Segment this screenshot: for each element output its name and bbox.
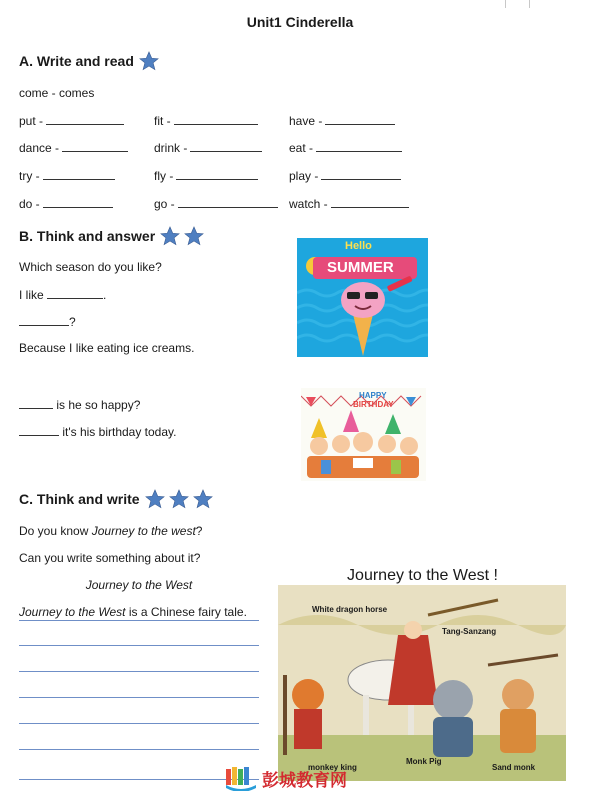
- answer-blank[interactable]: [19, 314, 69, 326]
- star-icon: [159, 225, 181, 247]
- summer-hello: Hello: [345, 240, 372, 252]
- verb-exercise: [154, 196, 278, 211]
- summer-picture: [297, 238, 428, 357]
- essay-first-italic: Journey to the West: [19, 605, 126, 619]
- page-corner-mark: [529, 0, 530, 8]
- birthday-word2: BIRTHDAY: [353, 400, 394, 409]
- verb-exercise: [289, 140, 402, 155]
- answer-birthday: [19, 424, 176, 439]
- logo-text: 彭城教育网: [262, 770, 347, 791]
- essay-first-rest: is a Chinese fairy tale.: [128, 605, 247, 619]
- question-why: [19, 314, 76, 329]
- essay-title: Journey to the West: [85, 578, 193, 592]
- question-write: Can you write something about it?: [19, 551, 201, 565]
- verb-exercise: [19, 113, 124, 128]
- verb-exercise: [289, 168, 401, 183]
- label-pig: Monk Pig: [406, 757, 442, 766]
- verb-label: try -: [19, 169, 40, 183]
- question-know-suffix: ?: [195, 524, 203, 538]
- answer-blank[interactable]: [62, 140, 128, 152]
- summer-word: SUMMER: [327, 259, 394, 276]
- star-icon: [192, 488, 214, 510]
- section-c-heading: [19, 488, 214, 510]
- verb-exercise: [19, 140, 128, 155]
- writing-line[interactable]: [19, 697, 259, 698]
- answer-because: Because I like eating ice creams.: [19, 341, 195, 355]
- writing-line: [19, 620, 259, 621]
- example-pair: come - comes: [19, 86, 95, 100]
- question-happy: [19, 397, 140, 412]
- section-c-label: C. Think and write: [19, 491, 140, 507]
- answer-blank[interactable]: [321, 168, 401, 180]
- writing-line[interactable]: [19, 723, 259, 724]
- answer-blank[interactable]: [47, 287, 103, 299]
- answer-blank[interactable]: [178, 196, 278, 208]
- section-b-label: B. Think and answer: [19, 228, 156, 244]
- verb-exercise: [289, 113, 395, 128]
- verb-label: have -: [289, 114, 323, 128]
- answer-blank[interactable]: [43, 196, 113, 208]
- answer-blank[interactable]: [46, 113, 124, 125]
- answer-blank[interactable]: [331, 196, 409, 208]
- answer-blank[interactable]: [19, 397, 53, 409]
- writing-line[interactable]: [19, 749, 259, 750]
- essay-first-line: [19, 605, 247, 619]
- page-corner-mark: [505, 0, 506, 8]
- birthday-picture: [301, 388, 426, 481]
- verb-label: do -: [19, 197, 40, 211]
- journey-picture: [278, 585, 566, 781]
- verb-label: eat -: [289, 141, 314, 155]
- answer-blank[interactable]: [174, 113, 258, 125]
- verb-label: go -: [154, 197, 175, 211]
- star-rating: [144, 488, 214, 510]
- answer-blank[interactable]: [43, 168, 115, 180]
- label-sand: Sand monk: [492, 763, 536, 772]
- verb-exercise: [19, 168, 115, 183]
- question-know-prefix: Do you know: [19, 524, 89, 538]
- verb-exercise: [154, 168, 258, 183]
- verb-exercise: [154, 140, 262, 155]
- section-a-label: A. Write and read: [19, 53, 134, 69]
- verb-label: watch -: [289, 197, 328, 211]
- verb-label: dance -: [19, 141, 60, 155]
- label-horse: White dragon horse: [312, 605, 388, 614]
- answer-blank[interactable]: [190, 140, 262, 152]
- question-know-italic: Journey to the west: [91, 524, 196, 538]
- star-rating: [138, 50, 160, 72]
- verb-label: drink -: [154, 141, 188, 155]
- star-icon: [183, 225, 205, 247]
- verb-exercise: [154, 113, 258, 128]
- birthday-word1: HAPPY: [359, 391, 387, 400]
- answer-blank[interactable]: [316, 140, 402, 152]
- book-icon: [224, 765, 258, 791]
- star-icon: [168, 488, 190, 510]
- answer-birthday-suffix: it's his birthday today.: [62, 425, 177, 439]
- writing-line[interactable]: [19, 671, 259, 672]
- journey-illustration: [278, 585, 566, 781]
- star-icon: [138, 50, 160, 72]
- answer-blank[interactable]: [176, 168, 258, 180]
- answer-like-suffix: .: [103, 288, 107, 302]
- section-b-heading: [19, 225, 205, 247]
- writing-line[interactable]: [19, 645, 259, 646]
- verb-label: put -: [19, 114, 44, 128]
- star-icon: [144, 488, 166, 510]
- verb-label: play -: [289, 169, 319, 183]
- verb-label: fly -: [154, 169, 174, 183]
- question-season: Which season do you like?: [19, 260, 162, 274]
- answer-blank[interactable]: [19, 424, 59, 436]
- section-a-heading: [19, 50, 160, 72]
- answer-like: [19, 287, 106, 302]
- label-monkey: monkey king: [308, 763, 357, 772]
- writing-line[interactable]: [19, 779, 259, 780]
- answer-like-prefix: I like: [19, 288, 44, 302]
- verb-label: fit -: [154, 114, 171, 128]
- question-why-suffix: ?: [69, 315, 76, 329]
- question-know: [19, 524, 202, 538]
- star-rating: [159, 225, 205, 247]
- verb-exercise: [19, 196, 113, 211]
- summer-illustration: [297, 238, 428, 357]
- journey-picture-title: Journey to the West !: [347, 567, 498, 584]
- page-title: Unit1 Cinderella: [246, 14, 354, 30]
- verb-exercise: [289, 196, 409, 211]
- site-logo: [224, 765, 347, 791]
- question-happy-suffix: is he so happy?: [56, 398, 141, 412]
- label-tang: Tang-Sanzang: [442, 627, 497, 636]
- answer-blank[interactable]: [325, 113, 395, 125]
